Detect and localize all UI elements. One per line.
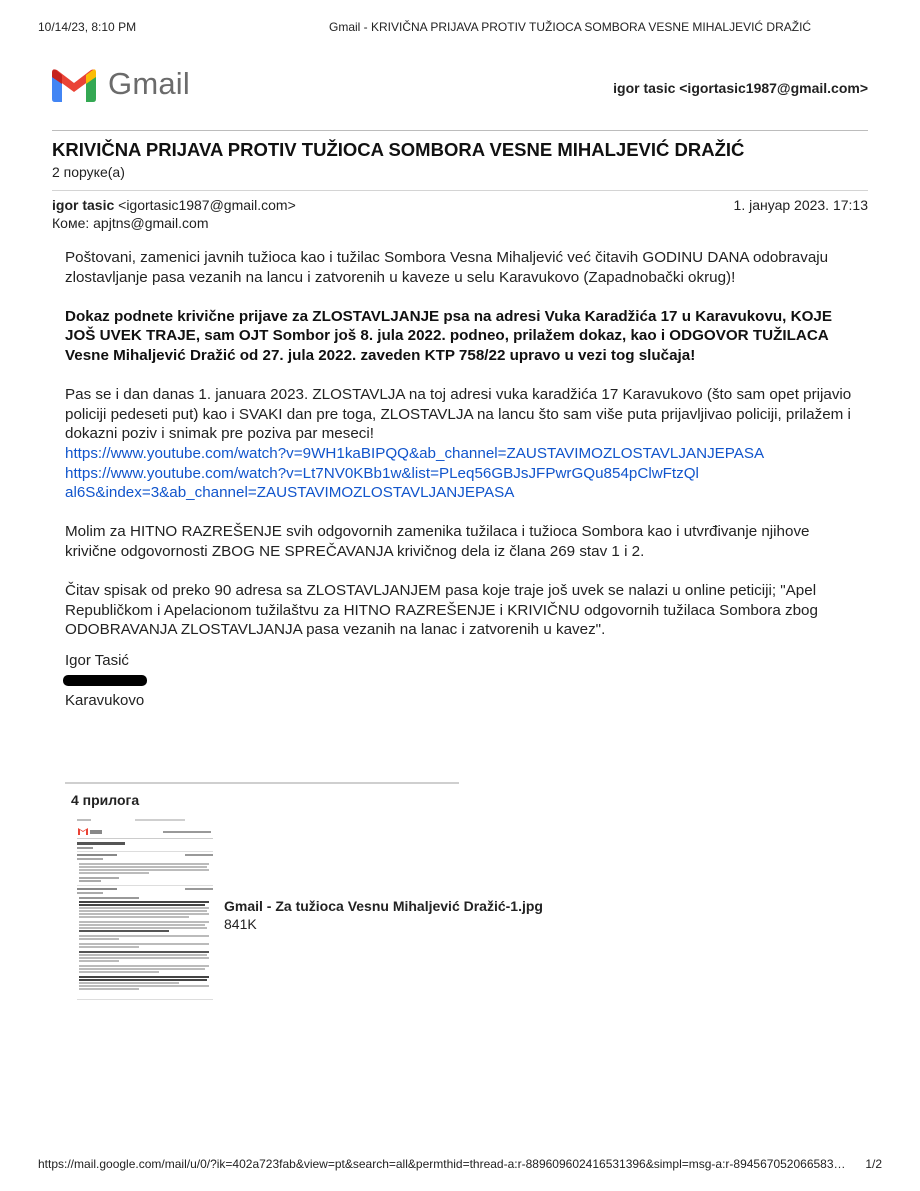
body-paragraph-1: Poštovani, zamenici javnih tužioca kao i tužilac Sombora Vesna Mihaljević već čitavih GODINU DANA odobravaju zlostavljanje pasa vezanih na lancu i zatvorenih u kaveze u selu Karavukovo (Zapadnobački okrug)! [65,249,829,286]
body-paragraph-3-text: Pas se i dan danas 1. januara 2023. ZLOSTAVLJA na toj adresi vuka karadžića 17 Karavukovo (što sam opet prijavio policiji pedeseti put) kao i SVAKI dan pre toga, ZLOSTAVLJA na lancu što sam više puta prijavljivao policiji, prilažem i dokazni poziv i snimak pre poziva par meseci! [65,386,852,443]
gmail-wordmark: Gmail [108,66,190,101]
thread-subject: KRIVIČNA PRIJAVA PROTIV TUŽIOCA SOMBORA VESNE MIHALJEVIĆ DRAŽIĆ [52,139,745,160]
sender-name: igor tasic [52,197,115,213]
message-sender [52,197,296,213]
signature-place: Karavukovo [65,691,145,709]
youtube-link-1[interactable]: https://www.youtube.com/watch?v=9WH1kaBIPQQ&ab_channel=ZAUSTAVIMOZLOSTAVLJANJEPASA [65,444,765,462]
message-divider [52,190,868,191]
gmail-logo-icon [52,68,96,102]
body-paragraph-5: Čitav spisak od preko 90 adresa sa ZLOSTAVLJANJEM pasa koje traje još uvek se nalazi u online peticiji; "Apel Republičkom i Apelacionom tužilaštvu za HITNO RAZREŠENJE i KRIVIČNU odgovornih tužilaca Sombora zbog ODOBRAVANJA ZLOSTAVLJANJA pasa vezanih na lanac i zatvorenih u kavez". [65,582,818,639]
signature [65,651,147,710]
account-label: igor tasic <igortasic1987@gmail.com> [613,80,868,96]
attachment-name[interactable]: Gmail - Za tužioca Vesnu Mihaljević Dražić-1.jpg [224,898,543,914]
attachment-size: 841K [224,916,257,932]
attachment-thumbnail[interactable] [75,817,217,1007]
print-header [38,20,880,36]
message-recipient: Коме: apjtns@gmail.com [52,215,209,231]
body-paragraph-2: Dokaz podnete krivične prijave za ZLOSTAVLJANJE psa na adresi Vuka Karadžića 17 u Karavukovu, KOJE JOŠ UVEK TRAJE, sam OJT Sombor još 8. jula 2022. podneo, prilažem dokaz, kao i ODGOVOR TUŽILACA Vesne Mihaljević Dražić od 27. jula 2022. zaveden KTP 758/22 upravo u vezi tog slučaja! [65,307,832,364]
signature-name: Igor Tasić [65,652,129,669]
print-title: Gmail - KRIVIČNA PRIJAVA PROTIV TUŽIOCA SOMBORA VESNE MIHALJEVIĆ DRAŽIĆ [329,20,812,34]
youtube-link-2-line-1: https://www.youtube.com/watch?v=Lt7NV0KBb1w&list=PLeq56GBJsJFPwrGQu854pClwFtzQl [65,464,699,482]
message-count: 2 поруке(а) [52,164,125,180]
attachments-divider [65,782,459,784]
attachment-preview-image [75,817,217,1007]
message-date: 1. јануар 2023. 17:13 [733,197,868,213]
footer-page-number: 1/2 [865,1157,882,1171]
footer-url: https://mail.google.com/mail/u/0/?ik=402a723fab&view=pt&search=all&permthid=thread-a:r-889609602416531396&simpl=msg-a:r-894567052066583… [38,1157,846,1171]
body-paragraph-4: Molim za HITNO RAZREŠENJE svih odgovornih zamenika tužilaca i tužioca Sombora kao i utvrđivanje njihove krivične odgovornosti ZBOG NE SPREČAVANJA krivičnog dela iz člana 269 stav 1 i 2. [65,523,810,560]
youtube-link-2-line-2: al6S&index=3&ab_channel=ZAUSTAVIMOZLOSTAVLJANJEPASA [65,484,515,502]
sender-email[interactable]: <igortasic1987@gmail.com> [118,197,296,213]
body-paragraph-3 [65,385,865,503]
redaction-mark [63,675,147,686]
youtube-link-2[interactable] [65,464,865,503]
print-datetime: 10/14/23, 8:10 PM [38,20,137,34]
attachments-count: 4 прилога [71,792,140,808]
header-divider [52,130,868,131]
message-body [65,248,865,659]
